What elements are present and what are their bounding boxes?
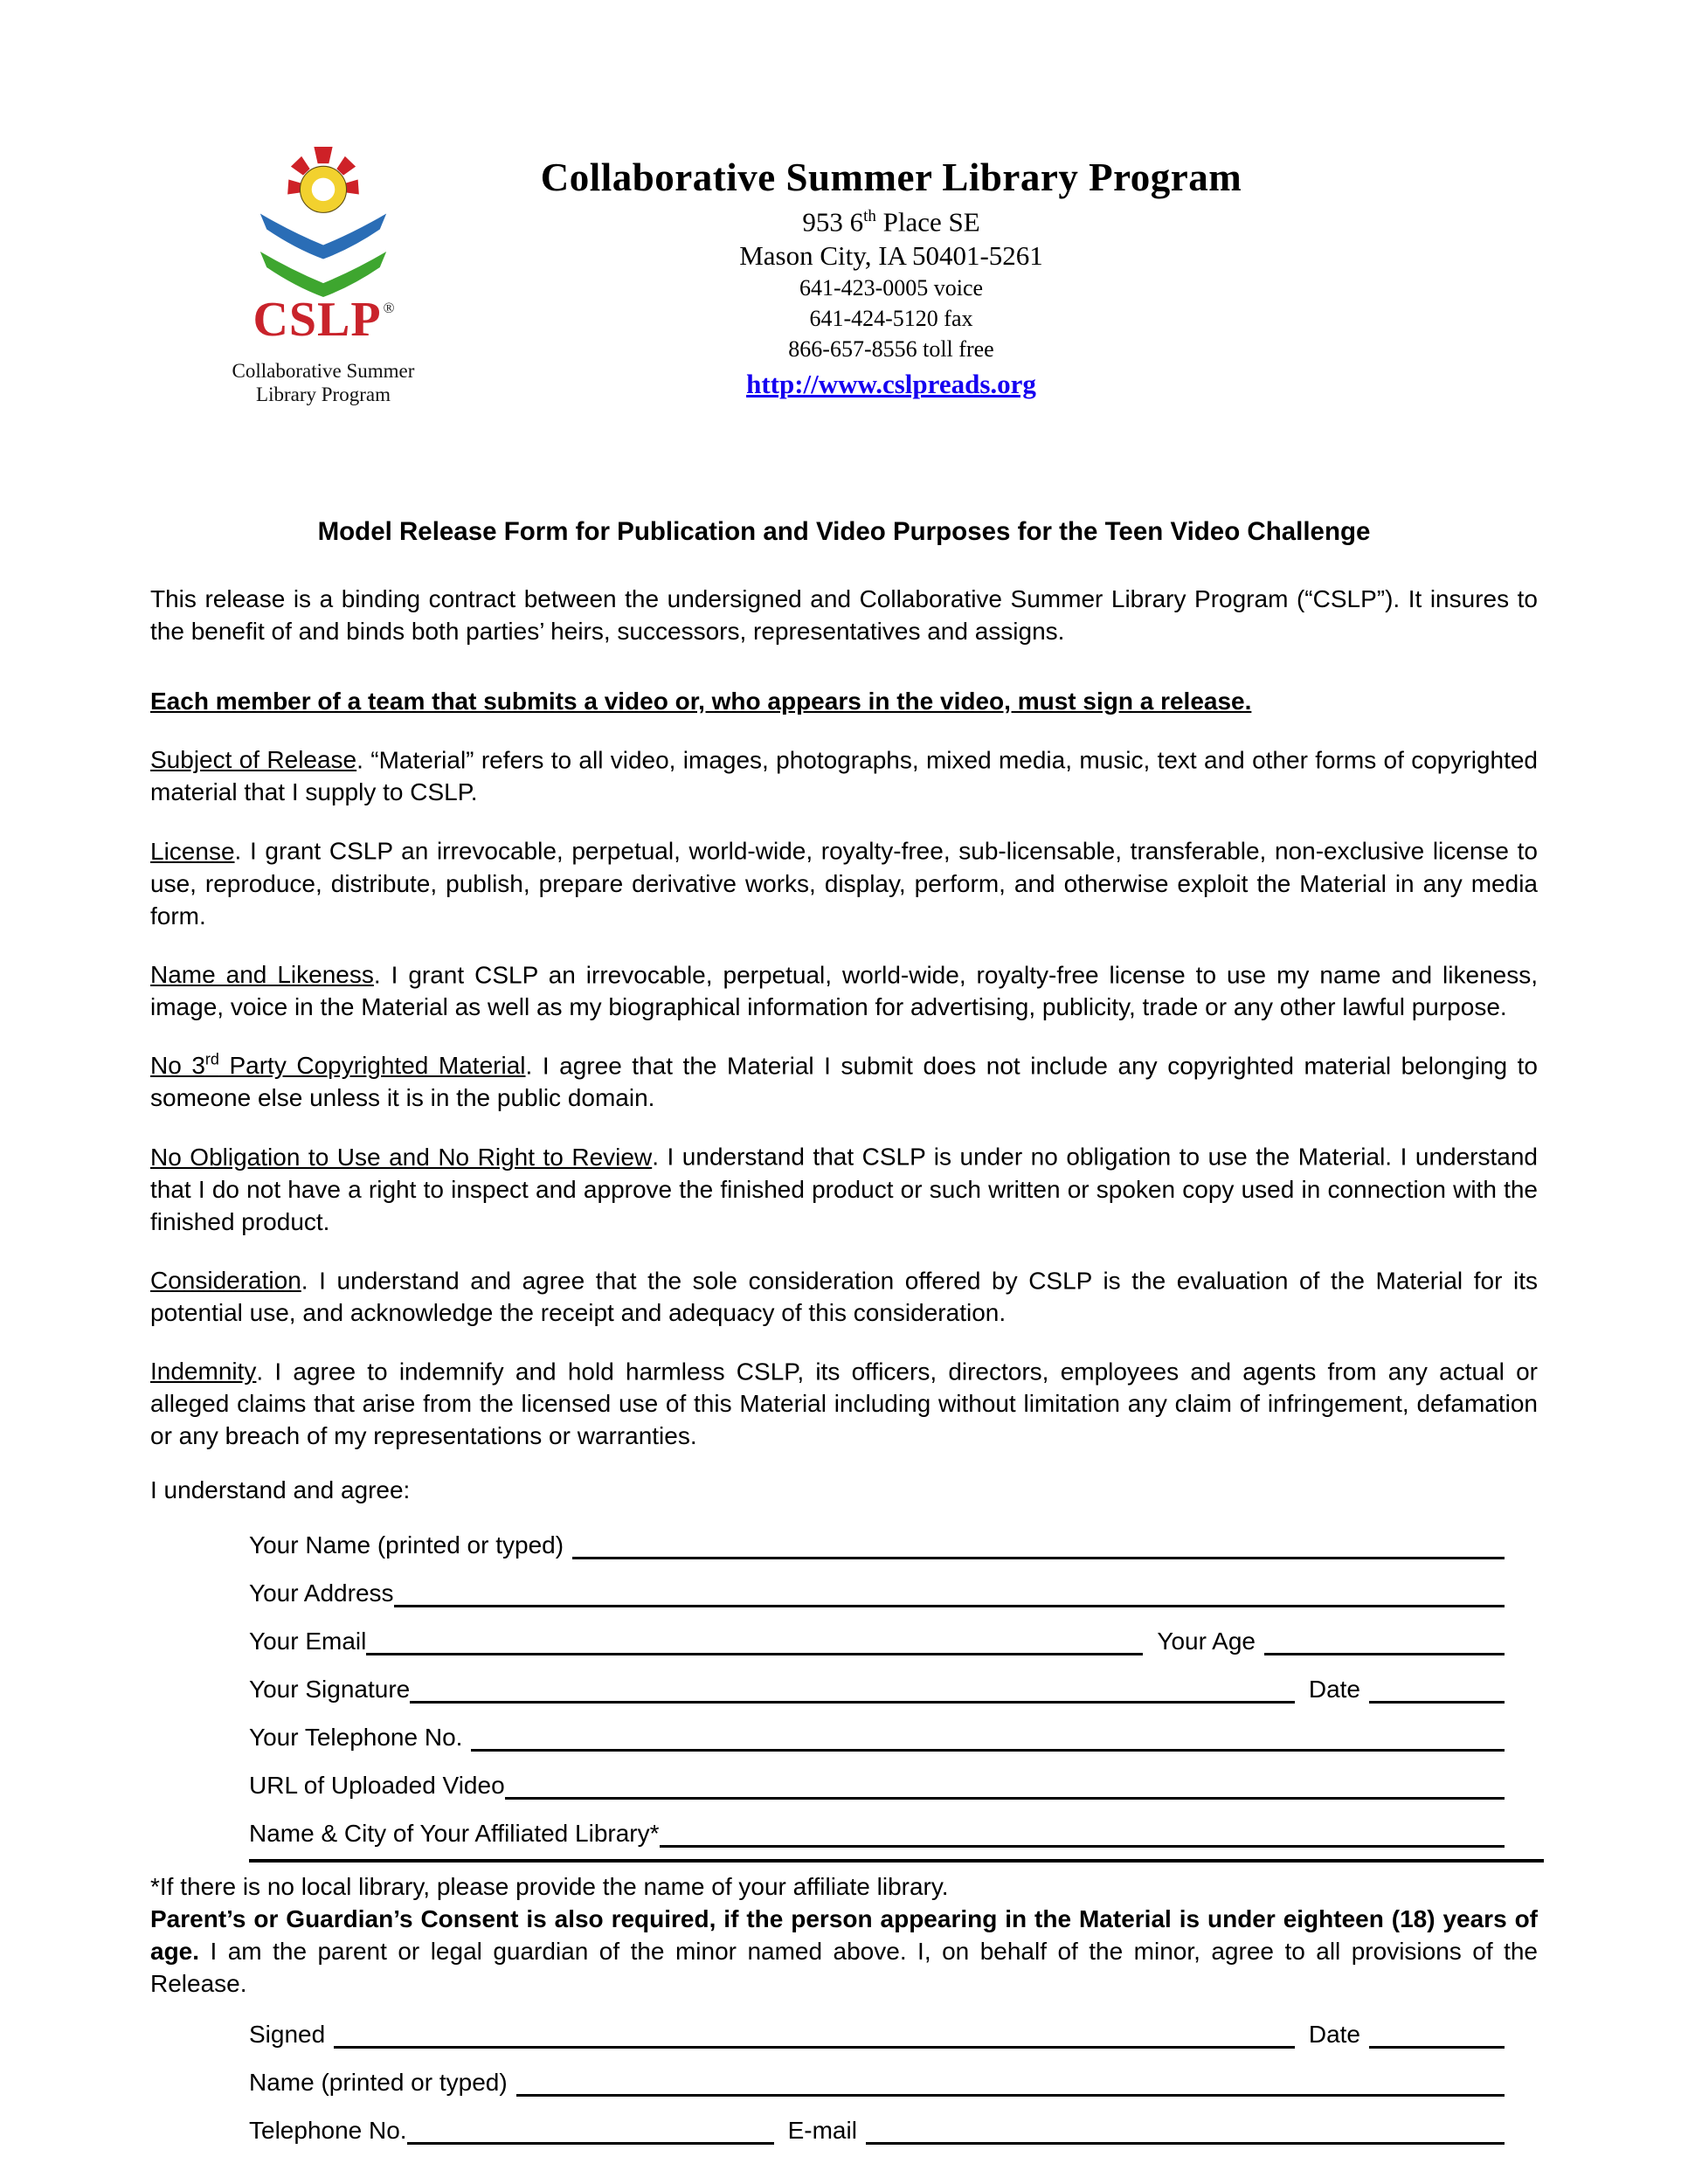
section-body: . I understand that CSLP is under no obligation to use the Material. I understand that I do not have a right to inspect and approve the finished product or such written or spoken copy used in connection with the finished product. [150, 1143, 1538, 1235]
parental-consent-paragraph [150, 1903, 1538, 2000]
form-body [150, 517, 1538, 2145]
intro-paragraph: This release is a binding contract between the undersigned and Collaborative Summer Library Program (“CSLP”). It insures to the benefit of and binds both parties’ heirs, successors, representatives and assigns. [150, 585, 1538, 645]
section-paragraph [150, 1044, 1538, 1114]
signed-label: Signed [249, 2021, 326, 2049]
guardian-telephone-label: Telephone No. [249, 2117, 407, 2145]
team-notice: Each member of a team that submits a video or, who appears in the video, must sign a release. [150, 688, 1252, 715]
your-telephone-blank[interactable] [471, 1719, 1505, 1752]
section-paragraph [150, 1135, 1538, 1237]
section-heading: No 3rd Party Copyrighted Material [150, 1050, 526, 1080]
signer-fields [249, 1511, 1505, 1848]
your-name-row [249, 1511, 1505, 1559]
your-age-blank[interactable] [1264, 1623, 1505, 1655]
guardian-date-label: Date [1308, 2021, 1360, 2049]
guardian-name-blank[interactable] [516, 2064, 1505, 2097]
letterhead [320, 156, 1463, 400]
your-address-row [249, 1559, 1505, 1607]
guardian-date-blank[interactable] [1369, 2016, 1505, 2049]
guardian-email-blank[interactable] [866, 2112, 1505, 2145]
section-body: . I agree to indemnify and hold harmless CSLP, its officers, directors, employees and agents from any actual or alleged claims that arise from the licensed use of this Material including without limitation any claim of infringement, defamation or any breach of my representations or warranties. [150, 1358, 1538, 1450]
your-address-blank[interactable] [394, 1575, 1505, 1607]
form-title: Model Release Form for Publication and Video Purposes for the Teen Video Challenge [317, 517, 1371, 546]
parental-consent-rest: I am the parent or legal guardian of the minor named above. I, on behalf of the minor, agree to all provisions of the Release. [150, 1938, 1538, 1998]
guardian-name-row [249, 2049, 1505, 2097]
section-paragraph [150, 829, 1538, 931]
your-signature-label: Your Signature [249, 1676, 411, 1704]
section-paragraph [150, 953, 1538, 1023]
your-signature-blank[interactable] [410, 1671, 1295, 1704]
address-line-1: 953 6th Place SE [802, 206, 980, 238]
agree-line: I understand and agree: [150, 1476, 411, 1504]
section-heading: Consideration [150, 1266, 301, 1294]
section-body: . I understand and agree that the sole consideration offered by CSLP is the evaluation of the Material for its potential use, and acknowledge the receipt and adequacy of this consideration. [150, 1266, 1538, 1326]
section-heading-superscript: rd [204, 1050, 219, 1068]
date-label: Date [1308, 1676, 1360, 1704]
your-address-label: Your Address [249, 1579, 394, 1607]
parental-consent-bold: Parent’s or Guardian’s Consent is also required, if the person appearing in the Material is under eighteen (18) years of age. [150, 1905, 1538, 1966]
section-body: . I grant CSLP an irrevocable, perpetual, world-wide, royalty-free, sub-licensable, transferable, non-exclusive license to use, reproduce, distribute, publish, prepare derivative works, display, perform, and otherwise exploit the Material in any media form. [150, 837, 1538, 930]
organization-name: Collaborative Summer Library Program [540, 156, 1242, 199]
section-paragraph [150, 1350, 1538, 1452]
guardian-telephone-row [249, 2097, 1505, 2145]
library-label: Name & City of Your Affiliated Library* [249, 1820, 660, 1848]
guardian-name-label: Name (printed or typed) [249, 2069, 508, 2097]
section-heading: Subject of Release [150, 746, 357, 774]
library-continuation-blank[interactable] [249, 1859, 1544, 1863]
section-paragraph [150, 738, 1538, 808]
your-email-label: Your Email [249, 1628, 367, 1655]
section-body: . “Material” refers to all video, images, photographs, mixed media, music, text and other forms of copyrighted material that I supply to CSLP. [150, 746, 1538, 806]
your-name-blank[interactable] [572, 1527, 1505, 1559]
section-body: . I grant CSLP an irrevocable, perpetual, world-wide, royalty-free license to use my name and likeness, image, voice in the Material as well as my biographical information for advertising, publicity, trade or any other lawful purpose. [150, 960, 1538, 1020]
guardian-email-label: E-mail [787, 2117, 857, 2145]
your-email-row [249, 1607, 1505, 1655]
logo-caption: Collaborative Summer Library Program [232, 360, 415, 405]
url-label: URL of Uploaded Video [249, 1772, 505, 1800]
url-blank[interactable] [505, 1767, 1505, 1800]
library-footnote: *If there is no local library, please provide the name of your affiliate library. [150, 1873, 949, 1901]
section-heading: Indemnity [150, 1358, 257, 1386]
library-blank[interactable] [660, 1815, 1505, 1848]
your-email-blank[interactable] [366, 1623, 1143, 1655]
signed-blank[interactable] [334, 2016, 1295, 2049]
your-telephone-label: Your Telephone No. [249, 1724, 463, 1752]
guardian-telephone-blank[interactable] [407, 2112, 774, 2145]
website-link[interactable]: http://www.cslpreads.org [746, 369, 1036, 400]
your-name-label: Your Name (printed or typed) [249, 1531, 564, 1559]
date-blank[interactable] [1369, 1671, 1505, 1704]
phone-voice: 641-423-0005 voice [799, 275, 984, 301]
section-heading: License [150, 837, 235, 865]
address-line-2: Mason City, IA 50401-5261 [739, 240, 1043, 272]
section-heading: Name and Likeness [150, 960, 374, 988]
your-age-label: Your Age [1157, 1628, 1256, 1655]
your-telephone-row [249, 1704, 1505, 1752]
phone-toll-free: 866-657-8556 toll free [788, 336, 994, 363]
logo-acronym: CSLP ® [253, 293, 396, 347]
section-body: . I agree that the Material I submit does not include any copyrighted material belonging to someone else unless it is in the public domain. [150, 1052, 1538, 1112]
registered-trademark-icon: ® [383, 300, 396, 316]
guardian-fields [249, 2001, 1505, 2145]
signed-row [249, 2001, 1505, 2049]
library-row [249, 1800, 1505, 1848]
phone-fax: 641-424-5120 fax [809, 306, 973, 332]
section-heading: No Obligation to Use and No Right to Review [150, 1143, 653, 1171]
url-row [249, 1752, 1505, 1800]
your-signature-row [249, 1655, 1505, 1704]
section-paragraph [150, 1259, 1538, 1329]
